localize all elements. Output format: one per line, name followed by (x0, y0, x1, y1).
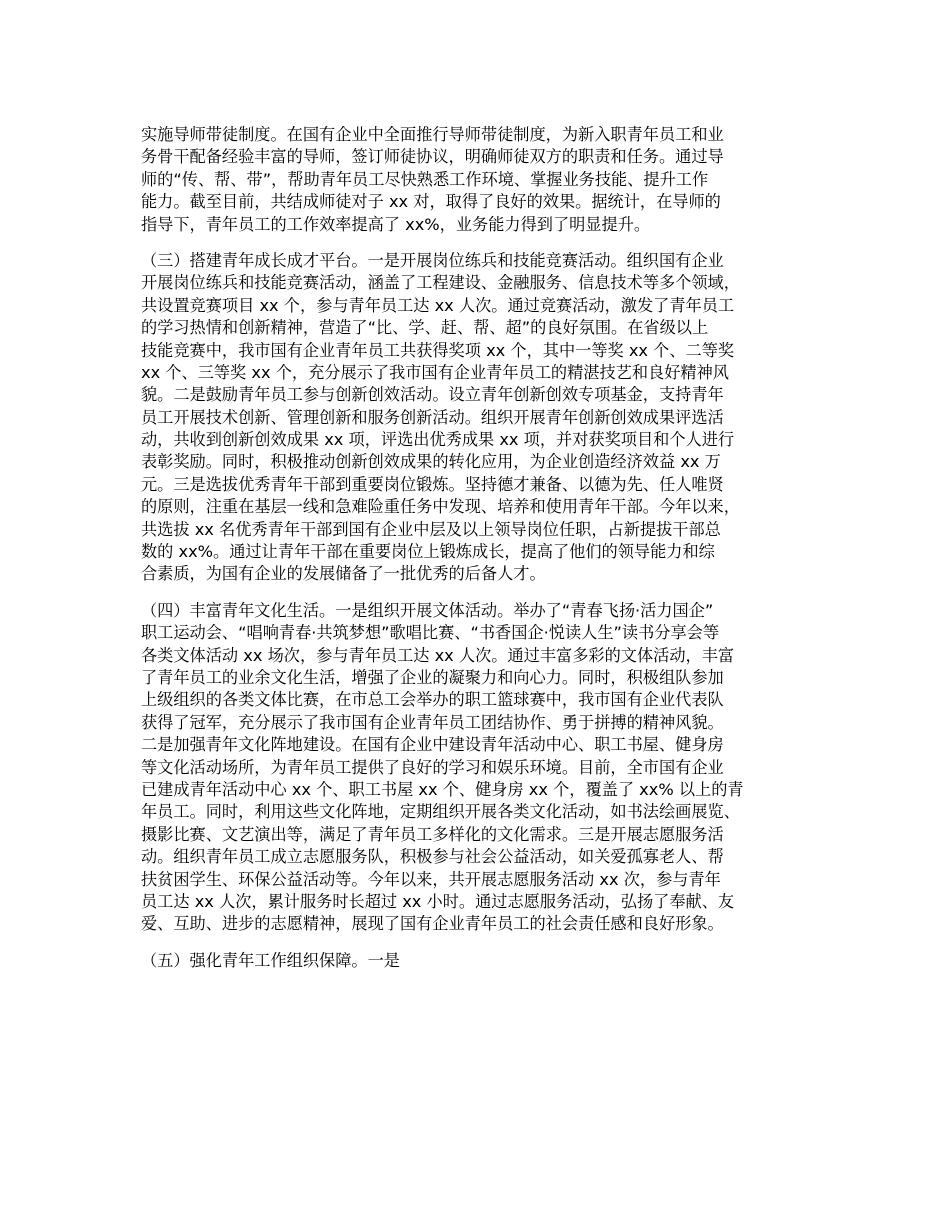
text-line: 员工达 xx 人次，累计服务时长超过 xx 小时。通过志愿服务活动，弘扬了奉献、友 (141, 891, 735, 911)
text-line: （五）强化青年工作组织保障。一是 (141, 950, 400, 970)
text-line: （三）搭建青年成长成才平台。一是开展岗位练兵和技能竞赛活动。组织国有企业 (141, 250, 724, 270)
text-line: 表彰奖励。同时，积极推动创新创效成果的转化应用，为企业创造经济效益 xx 万 (141, 452, 721, 472)
text-line: 已建成青年活动中心 xx 个、职工书屋 xx 个、健身房 xx 个，覆盖了 xx% 以上的青 (141, 779, 744, 799)
text-line: 务骨干配备经验丰富的导师，签订师徒协议，明确师徒双方的职责和任务。通过导 (141, 147, 724, 167)
text-line: 的原则，注重在基层一线和急难险重任务中发现、培养和使用青年干部。今年以来， (141, 497, 740, 517)
text-line: 元。三是选拔优秀青年干部到重要岗位锻炼。坚持德才兼备、以德为先、任人唯贤 (141, 474, 724, 494)
text-line: 动。组织青年员工成立志愿服务队，积极参与社会公益活动，如关爱孤寡老人、帮 (141, 847, 724, 867)
paragraph-section-4 (141, 600, 831, 936)
text-line: 等文化活动场所，为青年员工提供了良好的学习和娱乐环境。目前，全市国有企业 (141, 757, 724, 777)
paragraph-section-3 (141, 250, 831, 586)
text-line: 合素质，为国有企业的发展储备了一批优秀的后备人才。 (141, 564, 546, 584)
text-line: 共设置竞赛项目 xx 个，参与青年员工达 xx 人次。通过竞赛活动，激发了青年员工 (141, 295, 735, 315)
paragraph-mentorship (141, 124, 831, 236)
text-line: 的学习热情和创新精神，营造了“比、学、赶、帮、超”的良好氛围。在省级以上 (141, 318, 709, 338)
text-line: 指导下，青年员工的工作效率提高了 xx%，业务能力得到了明显提升。 (141, 214, 651, 234)
text-line: 摄影比赛、文艺演出等，满足了青年员工多样化的文化需求。三是开展志愿服务活 (141, 824, 724, 844)
text-line: 技能竞赛中，我市国有企业青年员工共获得奖项 xx 个，其中一等奖 xx 个、二等奖 (141, 340, 735, 360)
text-line: 上级组织的各类文体比赛，在市总工会举办的职工篮球赛中，我市国有企业代表队 (141, 690, 724, 710)
text-line: 貌。二是鼓励青年员工参与创新创效活动。设立青年创新创效专项基金，支持青年 (141, 385, 724, 405)
text-line: 实施导师带徒制度。在国有企业中全面推行导师带徒制度，为新入职青年员工和业 (141, 125, 724, 144)
text-line: 获得了冠军，充分展示了我市国有企业青年员工团结协作、勇于拼搏的精神风貌。 (141, 712, 724, 732)
text-line: 爱、互助、进步的志愿精神，展现了国有企业青年员工的社会责任感和良好形象。 (141, 914, 724, 934)
text-line: xx 个、三等奖 xx 个，充分展示了我市国有企业青年员工的精湛技艺和良好精神风 (141, 362, 729, 382)
text-line: 动，共收到创新创效成果 xx 项，评选出优秀成果 xx 项，并对获奖项目和个人进行 (141, 430, 735, 450)
text-line: 师的“传、帮、带”，帮助青年员工尽快熟悉工作环境、掌握业务技能、提升工作 (141, 169, 709, 189)
text-line: 共选拔 xx 名优秀青年干部到国有企业中层及以上领导岗位任职，占新提拔干部总 (141, 519, 721, 539)
text-line: 职工运动会、“唱响青春·共筑梦想”歌唱比赛、“书香国企·悦读人生”读书分享会等 (141, 623, 720, 643)
text-line: （四）丰富青年文化生活。一是组织开展文体活动。举办了“青春飞扬·活力国企” (141, 600, 714, 620)
text-line: 能力。截至目前，共结成师徒对子 xx 对，取得了良好的效果。据统计，在导师的 (141, 192, 721, 212)
text-line: 了青年员工的业余文化生活，增强了企业的凝聚力和向心力。同时，积极组队参加 (141, 667, 724, 687)
text-line: 开展岗位练兵和技能竞赛活动，涵盖了工程建设、金融服务、信息技术等多个领域， (141, 273, 740, 293)
text-line: 数的 xx%。通过让青年干部在重要岗位上锻炼成长，提高了他们的领导能力和综 (141, 542, 715, 562)
text-line: 年员工。同时，利用这些文化阵地，定期组织开展各类文化活动，如书法绘画展览、 (141, 802, 740, 822)
text-line: 二是加强青年文化阵地建设。在国有企业中建设青年活动中心、职工书屋、健身房 (141, 735, 724, 755)
text-line: 员工开展技术创新、管理创新和服务创新活动。组织开展青年创新创效成果评选活 (141, 407, 724, 427)
paragraph-section-5 (141, 950, 831, 972)
text-line: 扶贫困学生、环保公益活动等。今年以来，共开展志愿服务活动 xx 次，参与青年 (141, 869, 721, 889)
text-line: 各类文体活动 xx 场次，参与青年员工达 xx 人次。通过丰富多彩的文体活动，丰富 (141, 645, 735, 665)
document-body (141, 124, 831, 986)
